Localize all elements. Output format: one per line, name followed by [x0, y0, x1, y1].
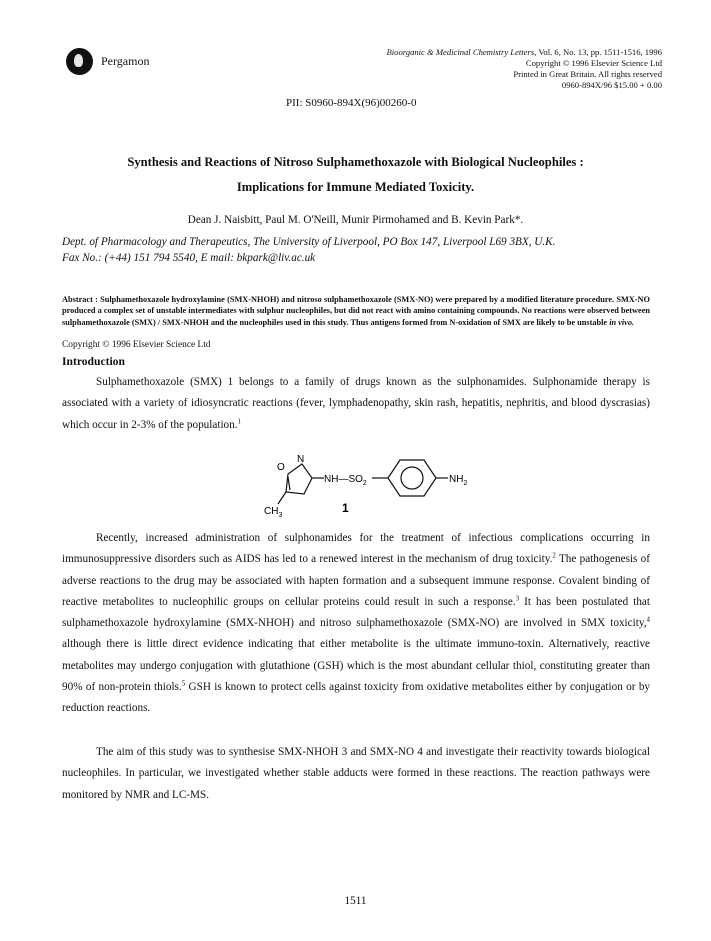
publisher-logo-block: [66, 48, 149, 75]
authors: Dean J. Naisbitt, Paul M. O'Neill, Munir Pirmohamed and B. Kevin Park*.: [187, 214, 524, 226]
abstract: Abstract : Sulphamethoxazole hydroxylamine (SMX-NHOH) and nitroso sulphamethoxazole (SMX-NO) were prepared by a modified literature procedure. SMX-NO produced a complex set of unstable intermediates with sulphur nucleophiles, but did not react with amino containing compounds. No reactions were observed between sulphamethoxazole (SMX) / SMX-NHOH and the nucleophiles used in this study. Thus antigens formed from N-oxidation of SMX are likely to be unstable in vivo.: [62, 295, 650, 327]
section-heading-introduction: Introduction: [62, 355, 125, 368]
journal-citation-block: [302, 47, 662, 91]
affiliation: Dept. of Pharmacology and Therapeutics, The University of Liverpool, PO Box 147, Liverpool L69 3BX, U.K. Fax No.: (+44) 151 794 5540, E mail: bkpark@liv.ac.uk: [62, 236, 556, 264]
page-number: 1511: [344, 895, 367, 907]
sulphamethoxazole-structure: [260, 452, 500, 522]
intro-paragraph-2: Recently, increased administration of sulphonamides for the treatment of infectious complications occurring in immunosuppressive disorders such as AIDS has led to a renewed interest in the mechanism of drug toxicity.$^2$ The pathogenesis of adverse reactions to the drug may be associated with hapten formation and a subsequent immune response. Covalent binding of reactive metabolites to nucleophilic groups on cellular proteins could result in such a response.$^3$ It has been postulated that sulphamethoxazole hydroxylamine (SMX-NHOH) and nitroso sulphamethoxazole (SMX-NO) are involved in SMX toxicity,$^4$ although there is little direct evidence indicating that either metabolite is the ultimate immuno-toxin. Alternatively, reactive metabolites may undergo conjugation with glutathione (GSH) which is the most abundant cellular thiol, constituting greater than 90% of non-protein thiols.$^5$ GSH is known to protect cells against toxicity from oxidative metabolites either by conjugation or by reduction reactions.: [62, 532, 651, 715]
pergamon-logo-icon: [66, 48, 93, 75]
oxygen-label: O: [277, 462, 285, 473]
price-line: 0960-894X/96 $15.00 + 0.00: [561, 80, 662, 90]
printed-line: Printed in Great Britain. All rights reserved: [513, 69, 662, 79]
publisher-name: Pergamon: [101, 54, 150, 68]
intro-paragraph-3: The aim of this study was to synthesise SMX-NHOH 3 and SMX-NO 4 and investigate their reactivity towards biological nucleophiles. In particular, we investigated whether stable adducts were formed in these reactions. The reaction pathways were monitored by NMR and LC-MS.: [62, 746, 650, 801]
compound-number-label: 1: [342, 501, 349, 515]
copyright-line: Copyright © 1996 Elsevier Science Ltd: [525, 58, 662, 68]
methyl-label: $CH_3$: [264, 506, 283, 519]
abstract-copyright: Copyright © 1996 Elsevier Science Ltd: [62, 340, 211, 350]
paper-title: Synthesis and Reactions of Nitroso Sulphamethoxazole with Biological Nucleophiles : Implications for Immune Mediated Toxicity.: [127, 155, 584, 194]
sulfonamide-label: $NH—SO_2$: [324, 474, 367, 487]
pii-identifier: PII: S0960-894X(96)00260-0: [286, 97, 417, 109]
intro-paragraph-1: Sulphamethoxazole (SMX) 1 belongs to a family of drugs known as the sulphonamides. Sulphonamide therapy is associated with a variety of idiosyncratic reactions (fever, lymphadenopathy, skin rash, hepatitis, nephritis, and blood dyscrasias) which occur in 2-3% of the population.$^1$: [62, 376, 650, 431]
amine-label: $NH_2$: [449, 474, 468, 487]
nitrogen-label: N: [297, 454, 305, 465]
journal-citation: Bioorganic & Medicinal Chemistry Letters, Vol. 6, No. 13, pp. 1511-1516, 1996: [386, 47, 662, 57]
